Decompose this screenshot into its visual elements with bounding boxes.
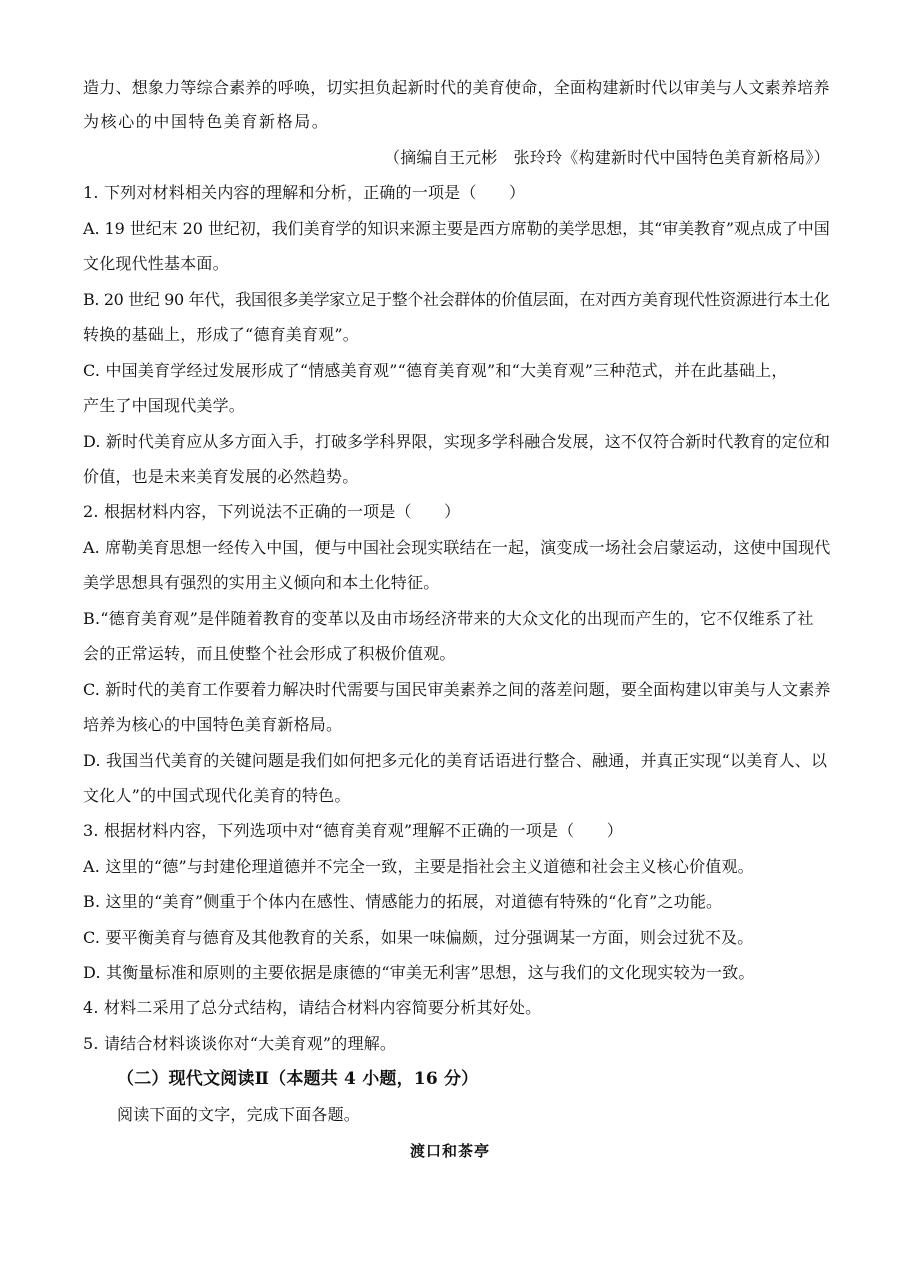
question-3-option-d: D. 其衡量标准和原则的主要依据是康德的“审美无利害”思想，这与我们的文化现实较为一致。 xyxy=(83,963,755,982)
question-3-option-a: A. 这里的“德”与封建伦理道德并不完全一致，主要是指社会主义道德和社会主义核心价值观。 xyxy=(83,857,754,876)
question-1-option-d-cont: 价值，也是未来美育发展的必然趋势。 xyxy=(83,467,359,486)
question-2-option-a: A. 席勒美育思想一经传入中国，便与中国社会现实联结在一起，演变成一场社会启蒙运动，这使中国现代 xyxy=(83,538,831,557)
question-3-option-c: C. 要平衡美育与德育及其他教育的关系，如果一味偏颇，过分强调某一方面，则会过犹不及。 xyxy=(83,928,754,947)
question-1-option-a-cont: 文化现代性基本面。 xyxy=(83,254,229,273)
question-1-stem: 1. 下列对材料相关内容的理解和分析，正确的一项是（ ） xyxy=(83,183,526,202)
passage-title: 渡口和茶亭 xyxy=(410,1142,491,1160)
question-2-stem: 2. 根据材料内容，下列说法不正确的一项是（ ） xyxy=(83,502,461,521)
question-1-option-d: D. 新时代美育应从多方面入手，打破多学科界限，实现多学科融合发展，这不仅符合新时代教育的定位和 xyxy=(83,432,831,451)
question-1-option-b-cont: 转换的基础上，形成了“德育美育观”。 xyxy=(83,325,359,344)
question-1-option-b: B. 20 世纪 90 年代，我国很多美学家立足于整个社会群体的价值层面，在对西方美育现代性资源进行本土化 xyxy=(83,290,830,309)
question-2-option-b-cont: 会的正常运转，而且使整个社会形成了积极价值观。 xyxy=(83,644,456,663)
question-2-option-b: B.“德育美育观”是伴随着教育的变革以及由市场经济带来的大众文化的出现而产生的，它不仅维系了社 xyxy=(83,609,814,628)
question-2-option-d: D. 我国当代美育的关键问题是我们如何把多元化的美育话语进行整合、融通，并真正实现“以美育人、以 xyxy=(83,751,828,770)
article-source: （摘编自王元彬 张玲玲《构建新时代中国特色美育新格局》） xyxy=(384,148,830,167)
question-2-option-d-cont: 文化人”的中国式现代化美育的特色。 xyxy=(83,786,351,805)
question-3-option-b: B. 这里的“美育”侧重于个体内在感性、情感能力的拓展，对道德有特殊的“化育”之功能。 xyxy=(83,892,723,911)
question-5-stem: 5. 请结合材料谈谈你对“大美育观”的理解。 xyxy=(83,1034,397,1053)
question-1-option-a: A. 19 世纪末 20 世纪初，我们美育学的知识来源主要是西方席勒的美学思想，其“审美教育”观点成了中国 xyxy=(83,219,830,238)
article-text-line: 为核心的中国特色美育新格局。 xyxy=(83,112,330,131)
question-1-option-c-cont: 产生了中国现代美学。 xyxy=(83,396,246,415)
article-text-line: 造力、想象力等综合素养的呼唤，切实担负起新时代的美育使命，全面构建新时代以审美与人文素养培养 xyxy=(83,78,830,97)
question-2-option-c: C. 新时代的美育工作要着力解决时代需要与国民审美素养之间的落差问题，要全面构建以审美与人文素养 xyxy=(83,680,831,699)
question-1-option-c: C. 中国美育学经过发展形成了“情感美育观”“德育美育观”和“大美育观”三种范式，并在此基础上， xyxy=(83,361,788,380)
question-2-option-a-cont: 美学思想具有强烈的实用主义倾向和本土化特征。 xyxy=(83,573,440,592)
section-heading: （二）现代文阅读Ⅱ（本题共 4 小题，16 分） xyxy=(117,1069,479,1089)
question-3-stem: 3. 根据材料内容，下列选项中对“德育美育观”理解不正确的一项是（ ） xyxy=(83,821,623,840)
question-2-option-c-cont: 培养为核心的中国特色美育新格局。 xyxy=(83,715,343,734)
question-4-stem: 4. 材料二采用了总分式结构，请结合材料内容简要分析其好处。 xyxy=(83,998,542,1017)
section-instruction: 阅读下面的文字，完成下面各题。 xyxy=(117,1105,361,1124)
